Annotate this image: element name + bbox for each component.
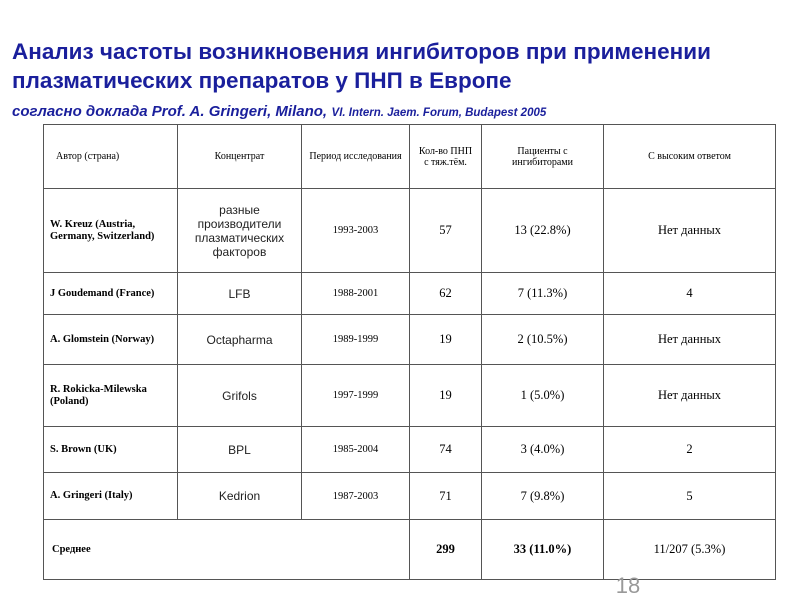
page-number: 18 xyxy=(615,573,641,598)
row-high-response: Нет данных xyxy=(604,189,776,273)
row-author: A. Gringeri (Italy) xyxy=(44,473,178,520)
footer-inhibitors: 33 (11.0%) xyxy=(482,520,604,580)
row-concentrate: Grifols xyxy=(178,365,302,427)
row-count: 62 xyxy=(410,273,482,315)
table-row xyxy=(44,427,776,473)
row-concentrate: Octapharma xyxy=(178,315,302,365)
row-inhibitors: 3 (4.0%) xyxy=(482,427,604,473)
footer-count: 299 xyxy=(410,520,482,580)
row-author: R. Rokicka-Milewska (Poland) xyxy=(44,365,178,427)
row-high-response: 2 xyxy=(604,427,776,473)
row-inhibitors: 7 (11.3%) xyxy=(482,273,604,315)
row-author: S. Brown (UK) xyxy=(44,427,178,473)
row-author: J Goudemand (France) xyxy=(44,273,178,315)
table-row xyxy=(44,315,776,365)
footer-high-response: 11/207 (5.3%) xyxy=(604,520,776,580)
header-author: Автор (страна) xyxy=(44,125,178,189)
row-concentrate: Kedrion xyxy=(178,473,302,520)
row-inhibitors: 13 (22.8%) xyxy=(482,189,604,273)
row-author: A. Glomstein (Norway) xyxy=(44,315,178,365)
row-count: 19 xyxy=(410,315,482,365)
row-author: W. Kreuz (Austria, Germany, Switzerland) xyxy=(44,189,178,273)
header-count: Кол-во ПНП с тяж.тём. xyxy=(410,125,482,189)
row-inhibitors: 2 (10.5%) xyxy=(482,315,604,365)
row-high-response: 4 xyxy=(604,273,776,315)
row-period: 1997-1999 xyxy=(302,365,410,427)
table-row xyxy=(44,273,776,315)
table-footer-row xyxy=(44,520,776,580)
subtitle-event: VI. Intern. Jaem. Forum, Budapest 2005 xyxy=(331,107,547,119)
slide-title: Анализ частоты возникновения ингибиторов при применении плазматических препаратов у ПНП в Европе xyxy=(12,39,711,93)
header-inhibitors: Пациенты с ингибиторами xyxy=(482,125,604,189)
row-period: 1985-2004 xyxy=(302,427,410,473)
row-high-response: Нет данных xyxy=(604,365,776,427)
row-period: 1987-2003 xyxy=(302,473,410,520)
row-period: 1988-2001 xyxy=(302,273,410,315)
header-period: Период исследования xyxy=(302,125,410,189)
row-high-response: 5 xyxy=(604,473,776,520)
row-period: 1989-1999 xyxy=(302,315,410,365)
row-count: 19 xyxy=(410,365,482,427)
inhibitor-table xyxy=(43,124,776,580)
footer-label: Среднее xyxy=(44,520,410,580)
row-concentrate: LFB xyxy=(178,273,302,315)
table-row xyxy=(44,189,776,273)
header-concentrate: Концентрат xyxy=(178,125,302,189)
table-row xyxy=(44,473,776,520)
row-period: 1993-2003 xyxy=(302,189,410,273)
row-count: 74 xyxy=(410,427,482,473)
row-count: 71 xyxy=(410,473,482,520)
row-concentrate: BPL xyxy=(178,427,302,473)
table-row xyxy=(44,365,776,427)
header-high-response: С высоким ответом xyxy=(604,125,776,189)
row-count: 57 xyxy=(410,189,482,273)
row-high-response: Нет данных xyxy=(604,315,776,365)
row-inhibitors: 1 (5.0%) xyxy=(482,365,604,427)
row-concentrate: разные производители плазматических факторов xyxy=(178,189,302,273)
table-header-row xyxy=(44,125,776,189)
subtitle-source: согласно доклада Prof. A. Gringeri, Milano, xyxy=(12,103,328,120)
slide-subtitle xyxy=(12,103,792,121)
row-inhibitors: 7 (9.8%) xyxy=(482,473,604,520)
